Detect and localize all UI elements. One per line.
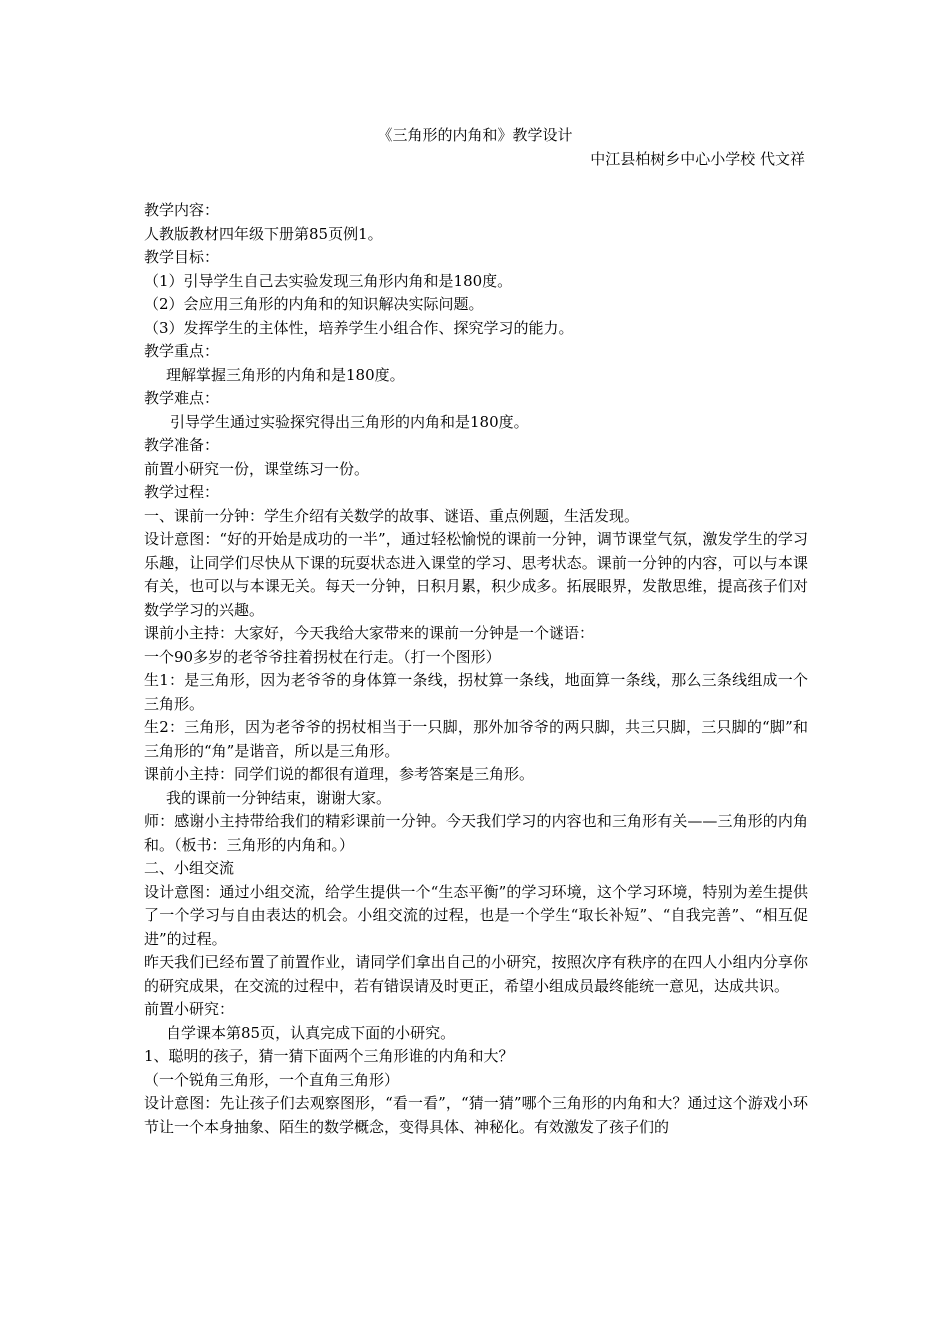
paragraph: 自学课本第85页，认真完成下面的小研究。 <box>166 1023 456 1042</box>
paragraph: 课前小主持：大家好，今天我给大家带来的课前一分钟是一个谜语： <box>144 624 595 642</box>
paragraph: 前置小研究一份，课堂练习一份。 <box>144 459 370 478</box>
document-title: 《三角形的内角和》教学设计 <box>377 126 573 144</box>
paragraph: 一、课前一分钟：学生介绍有关数学的故事、谜语、重点例题，生活发现。 <box>144 506 640 525</box>
paragraph: （2）会应用三角形的内角和的知识解决实际问题。 <box>144 295 484 313</box>
paragraph: 师：感谢小主持带给我们的精彩课前一分钟。今天我们学习的内容也和三角形有关——三角形的内角和。（板书：三角形的内角和。） <box>144 812 808 854</box>
paragraph: （1）引导学生自己去实验发现三角形内角和是180度。 <box>144 271 513 290</box>
paragraph: （3）发挥学生的主体性，培养学生小组合作、探究学习的能力。 <box>144 318 574 337</box>
paragraph: 教学内容： <box>144 201 220 219</box>
document-author: 中江县柏树乡中心小学校 代文祥 <box>590 150 805 168</box>
paragraph: 理解掌握三角形的内角和是180度。 <box>166 365 405 384</box>
paragraph: 设计意图：“好的开始是成功的一半”，通过轻松愉悦的课前一分钟，调节课堂气氛，激发学生的学习乐趣，让同学们尽快从下课的玩耍状态进入课堂的学习、思考状态。课前一分钟的内容，可以与本课有关，也可以与本课无关。每天一分钟，日积月累，积少成多。拓展眼界，发散思维，提高孩子们对数学学习的兴趣。 <box>144 530 808 619</box>
paragraph: 设计意图：先让孩子们去观察图形，“看一看”，“猜一猜”哪个三角形的内角和大？通过这个游戏小环节让一个本身抽象、陌生的数学概念，变得具体、神秘化。有效激发了孩子们的 <box>144 1094 808 1136</box>
paragraph: 1、聪明的孩子，猜一猜下面两个三角形谁的内角和大？ <box>144 1047 514 1065</box>
paragraph: 生2：三角形，因为老爷爷的拐杖相当于一只脚，那外加爷爷的两只脚，共三只脚，三只脚的“脚”和三角形的“角”是谐音，所以是三角形。 <box>144 718 808 760</box>
paragraph: 二、小组交流 <box>144 859 235 877</box>
paragraph: （一个锐角三角形，一个直角三角形） <box>144 1070 400 1089</box>
paragraph: 引导学生通过实验探究得出三角形的内角和是180度。 <box>170 412 529 431</box>
document-body <box>144 199 808 1139</box>
paragraph: 教学重点： <box>144 342 220 360</box>
paragraph: 设计意图：通过小组交流，给学生提供一个“生态平衡”的学习环境，这个学习环境，特别为差生提供了一个学习与自由表达的机会。小组交流的过程，也是一个学生“取长补短”、“自我完善”、“相互促进”的过程。 <box>144 882 808 948</box>
paragraph: 教学目标： <box>144 248 220 266</box>
paragraph: 前置小研究： <box>144 1000 235 1018</box>
paragraph: 教学过程： <box>144 483 220 501</box>
paragraph: 教学准备： <box>144 436 220 454</box>
paragraph: 人教版教材四年级下册第85页例1。 <box>144 224 383 243</box>
paragraph: 昨天我们已经布置了前置作业，请同学们拿出自己的小研究，按照次序有秩序的在四人小组内分享你的研究成果，在交流的过程中，若有错误请及时更正，希望小组成员最终能统一意见，达成共识。 <box>144 953 808 995</box>
paragraph: 我的课前一分钟结束，谢谢大家。 <box>166 788 392 807</box>
paragraph: 一个90多岁的老爷爷拄着拐杖在行走。（打一个图形） <box>144 647 501 666</box>
paragraph: 课前小主持：同学们说的都很有道理，参考答案是三角形。 <box>144 765 535 783</box>
paragraph: 生1：是三角形，因为老爷爷的身体算一条线，拐杖算一条线，地面算一条线，那么三条线组成一个三角形。 <box>144 671 808 713</box>
paragraph: 教学难点： <box>144 389 220 407</box>
